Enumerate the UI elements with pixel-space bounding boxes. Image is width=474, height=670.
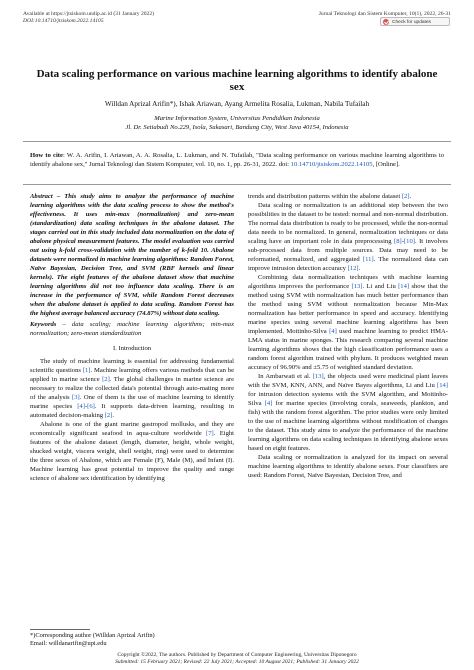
citation-link[interactable]: [7] — [206, 430, 214, 437]
author-list: Willdan Aprizal Arifin*), Ishak Ariawan, Ayang Armelita Rosalia, Lukman, Nabila Tufailah — [104, 100, 370, 108]
corresponding-author: *)Corresponding author (Willdan Aprizal Arifin) — [30, 632, 155, 639]
right-paragraph-4: Data scaling or normalization is analyzed for its impact on several machine learning algorithms to identify abalone sexes. Four classifiers are used: Random Forest, Naïve Bayesian, Decision Tree, and — [248, 454, 448, 479]
footnote-divider — [30, 629, 90, 630]
header-availability: Available at https://jtsiskom.undip.ac.id (31 January 2022) — [23, 11, 155, 17]
citation-link[interactable]: [1] — [82, 367, 91, 374]
cite-end: , [Online]. — [372, 161, 400, 168]
abstract: Abstract – This study aims to analyze the performance of machine learning algorithms with the data scaling process to show the method's effectiveness. It uses min-max (normalization) and zero-mean (standardization) data scaling techniques in the abalone dataset. The stages carried out in this study included data normalization on the data of abalone physical measurement features. The model evaluation was carried out using k-fold cross-validation with the number of k-fold 10. Abalone datasets were normalized in machine learning algorithms: Random Forest, Naïve Bayesian, Decision Tree, and SVM (RBF kernels and linear kernels). The eight features of the abalone dataset show that machine learning algorithms did not too influence data scaling. There is an increase in the performance of SVM, while Random Forest decreases when the abalone dataset is applied to data scaling. Random Forest has the highest average balanced accuracy (74.87%) without data scaling. — [30, 193, 234, 317]
keywords-label: Keywords — [30, 321, 57, 328]
left-column — [30, 192, 234, 483]
citation-link[interactable]: [14] — [398, 283, 410, 290]
citation-link[interactable]: [13] — [351, 283, 363, 290]
right-paragraph-1: Data scaling or normalization is an additional step between the two possibilities in the dataset to be tested: normal and non-normal distribution. The normal data distribution is ready to be processed, while the non-normal data needs to be normalized. In general, normalization techniques or data scaling have an important role in data preprocessing [8]-[10]. It involves sub-processed data from multiple sources. Data may need to be reformatted, normalized, and aggregated [11]. The normalized data can improve intrusion detection accuracy [12]. — [248, 202, 449, 272]
badge-label: Check for updates — [392, 20, 431, 25]
divider-top — [23, 141, 451, 142]
cite-label: How to cite — [30, 152, 63, 159]
cite-text: : W. A. Arifin, I. Ariawan, A. A. Rosalia, L. Lukman, and N. Tufailah, "Data scaling performance on various machine learning algorithms to identify abalone sex," Jurnal Teknologi dan Sistem Komputer, vol. 10, no. 1, pp. 26-31, 2022. doi: — [30, 152, 444, 168]
affiliation-line-1: Marine Information System, Universitas Pendidikan Indonesia — [154, 115, 320, 122]
keywords — [30, 320, 234, 338]
citation-link[interactable]: [12] — [347, 265, 359, 272]
submission-dates: Submitted: 15 February 2021; Revised: 22 July 2021; Accepted: 10 August 2021; Published: 31 January 2022 — [115, 659, 359, 665]
divider-bottom — [23, 184, 451, 185]
paper-title: Data scaling performance on various machine learning algorithms to identify abalone sex — [36, 68, 438, 93]
citation-link[interactable]: [4] — [264, 400, 273, 407]
citation-link[interactable]: [11] — [362, 256, 374, 263]
check-updates-icon — [383, 19, 389, 25]
footnote — [30, 632, 155, 648]
keywords-text: – data scaling; machine learning algorithms; min-max normalization; zero-mean standardization — [30, 321, 234, 337]
citation-link[interactable]: [6] — [87, 403, 95, 410]
intro-heading: I. Introduction — [112, 345, 152, 352]
right-paragraph-3: In Ambarwati et al. [13], the objects used were medicinal plant leaves with the SVM, KNN, ANN, and Naïve Bayes algorithms, Li and Liu [14] for intrusion detection systems with the SVM algorithm, and Moitinho-Silva [4] for marine species (involving corals, seaweeds, plankton, and fish) with the random forest algorithm. The prior studies were only limited to the use of machine learning algorithms without modification of changes to the dataset. This study aims to analyze the performance of the machine learning algorithms on data scaling techniques in identifying abalone sexes based on eight features. — [248, 373, 448, 452]
citation-link[interactable]: [8] — [394, 238, 402, 245]
how-to-cite — [30, 151, 444, 169]
intro-paragraph-1: The study of machine learning is essential for addressing fundamental scientific questions [1]. Machine learning offers various methods that can be applied in marine science [2]. The global challenges in marine science are necessary to realize the collected data's potential through auto-mating more of the analysis [3]. One of them is the use of machine learning to identify marine species [4]-[6]. It supports data-driven learning, resulting in automated decision-making [2]. — [30, 358, 234, 419]
citation-link[interactable]: [13] — [312, 373, 324, 380]
citation-link[interactable]: [10] — [403, 238, 415, 245]
affiliation — [30, 114, 444, 132]
author-email: Email: willdanarifin@upi.edu — [30, 640, 107, 647]
doi-link[interactable]: 10.14710/jtsiskom.2022.14105 — [290, 161, 373, 168]
copyright-line: Copyright ©2022, The authors. Published by Department of Computer Engineering, Universitas Diponegoro — [117, 652, 357, 658]
citation-link[interactable]: [14] — [437, 382, 448, 389]
citation-link[interactable]: [3] — [72, 394, 80, 401]
right-column — [248, 192, 448, 480]
right-paragraph-2: Combining data normalization techniques with machine learning algorithms improves the performance [13]. Li and Liu [14] show that the method using SVM with normalization has much better performance than the method using SVM without normalization because Min-Max normalization has better performance in speed and accuracy. Identifying marine species using several machine learning algorithms has been implemented. Moitinho-Silva [4] used machine learning to predict HMA-LMA status in marine sponges. This research comparing several machine learning algorithms shows that the high classification performance uses a random forest algorithm trained with phylum. It produces weighted mean accuracy of 96.90% and ±5.75 of weighted standard deviation. — [248, 274, 449, 371]
affiliation-line-2: Jl. Dr. Setiabudi No.229, Isola, Sukasari, Bandung City, West Java 40154, Indonesia — [125, 124, 349, 131]
intro-paragraph-2: Abalone is one of the giant marine gastropod mollusks, and they are economically significant seafood in aqua-culture worldwide [7]. Eight features of the abalone dataset (length, diameter, height, whole weight, shucked weight, viscera weight, shell weight, ring) were used to determine the three sexes of Abalone, which are Female (F), Male (M), and Infant (I). Machine learning has great potential to improve the quality and range science of abalone sex identification by identifying — [30, 421, 234, 482]
citation-link[interactable]: [4] — [77, 403, 85, 410]
citation-link[interactable]: [2] — [102, 376, 110, 383]
header-doi: DOI:10.14710/jtsiskom.2022.14105 — [23, 18, 104, 24]
check-for-updates-badge[interactable] — [380, 17, 450, 26]
citation-link[interactable]: [4] — [329, 328, 337, 335]
header-journal: Jurnal Teknologi dan Sistem Komputer, 10(1), 2022, 26-31 — [318, 11, 451, 17]
right-paragraph-0: trends and distribution patterns within the abalone dataset [2]. — [248, 193, 412, 200]
citation-link[interactable]: [2] — [401, 193, 410, 200]
citation-link[interactable]: [2] — [104, 412, 113, 419]
